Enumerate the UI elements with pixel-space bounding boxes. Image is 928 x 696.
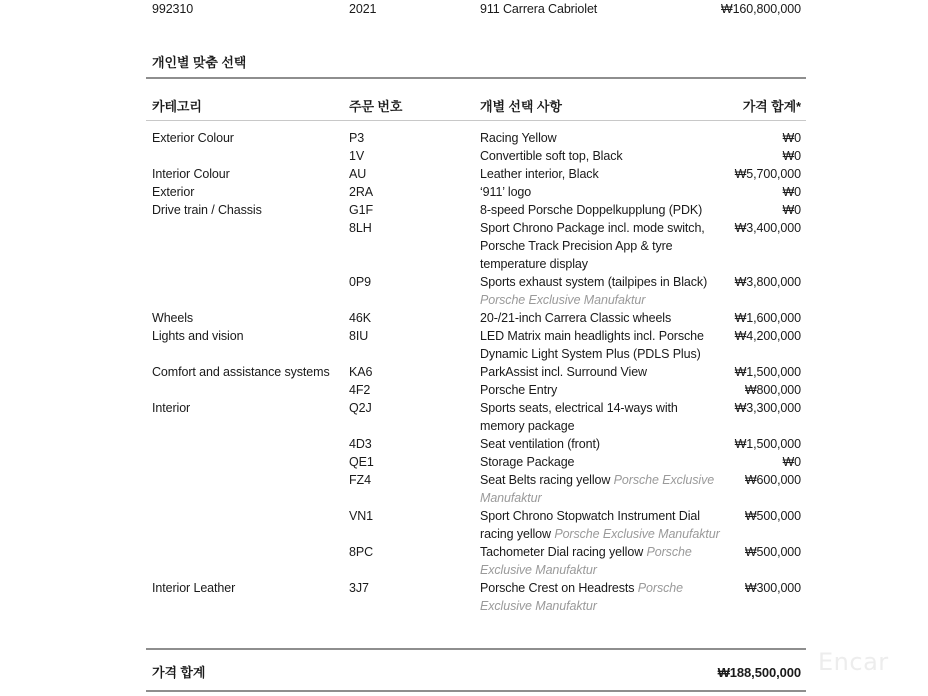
row-price: ₩0 [782, 131, 801, 145]
row-category: Wheels [152, 311, 194, 325]
row-option-note: Manufaktur [480, 491, 542, 505]
header-total-price: 가격 합계* [742, 99, 801, 114]
row-price: ₩1,600,000 [734, 311, 801, 325]
row-option-text: Seat Belts racing yellow Porsche Exclusive [480, 473, 715, 487]
row-option-text: memory package [480, 419, 575, 433]
row-order-code: 3J7 [349, 581, 369, 595]
row-order-code: VN1 [349, 509, 374, 523]
row-option-text: Racing Yellow [480, 131, 557, 145]
row-order-code: 4F2 [349, 383, 371, 397]
row-option-note: Porsche [643, 545, 692, 559]
row-price: ₩5,700,000 [734, 167, 801, 181]
row-option-text: LED Matrix main headlights incl. Porsche [480, 329, 704, 343]
row-price: ₩300,000 [744, 581, 801, 595]
row-price: ₩600,000 [744, 473, 801, 487]
row-option-text: Convertible soft top, Black [480, 149, 623, 163]
row-option-text: 8-speed Porsche Doppelkupplung (PDK) [480, 203, 703, 217]
header-divider [146, 120, 806, 121]
row-order-code: 8LH [349, 221, 372, 235]
row-category: Interior Colour [152, 167, 230, 181]
row-price: ₩1,500,000 [734, 437, 801, 451]
row-category: Lights and vision [152, 329, 244, 343]
row-order-code: 46K [349, 311, 371, 325]
total-divider-top [146, 648, 806, 650]
row-option-note: Porsche [634, 581, 683, 595]
model-price: ₩160,800,000 [720, 2, 801, 16]
row-option-text: Sports seats, electrical 14-ways with [480, 401, 678, 415]
row-order-code: 2RA [349, 185, 374, 199]
row-option-note: Exclusive Manufaktur [480, 563, 597, 577]
row-order-code: 8IU [349, 329, 369, 343]
row-option-text: Leather interior, Black [480, 167, 599, 181]
row-option-text: racing yellow Porsche Exclusive Manufaktur [480, 527, 720, 541]
row-category: Drive train / Chassis [152, 203, 262, 217]
row-order-code: 1V [349, 149, 365, 163]
row-price: ₩3,800,000 [734, 275, 801, 289]
section-title: 개인별 맞춤 선택 [152, 55, 247, 70]
row-price: ₩800,000 [744, 383, 801, 397]
row-option-text: Sport Chrono Stopwatch Instrument Dial [480, 509, 700, 523]
row-option-text: temperature display [480, 257, 588, 271]
row-price: ₩3,300,000 [734, 401, 801, 415]
row-price: ₩0 [782, 455, 801, 469]
row-order-code: FZ4 [349, 473, 371, 487]
row-order-code: KA6 [349, 365, 373, 379]
total-label: 가격 합계 [152, 665, 206, 680]
row-price: ₩500,000 [744, 545, 801, 559]
row-category: Interior [152, 401, 191, 415]
section-divider [146, 77, 806, 79]
row-option-text: Porsche Crest on Headrests Porsche [480, 581, 683, 595]
row-option-text: Porsche Track Precision App & tyre [480, 239, 673, 253]
row-price: ₩500,000 [744, 509, 801, 523]
row-option-text: 20-/21-inch Carrera Classic wheels [480, 311, 672, 325]
row-category: Exterior Colour [152, 131, 234, 145]
row-option-note: Exclusive Manufaktur [480, 599, 597, 613]
row-price: ₩0 [782, 185, 801, 199]
row-price: ₩0 [782, 149, 801, 163]
row-category: Interior Leather [152, 581, 236, 595]
row-category: Comfort and assistance systems [152, 365, 330, 379]
watermark-logo: Encar [818, 648, 889, 676]
row-option-text: Sport Chrono Package incl. mode switch, [480, 221, 705, 235]
row-option-text: Seat ventilation (front) [480, 437, 600, 451]
row-category: Exterior [152, 185, 195, 199]
row-option-note: Porsche Exclusive [610, 473, 715, 487]
row-option-text: Sports exhaust system (tailpipes in Black) [480, 275, 708, 289]
row-order-code: 0P9 [349, 275, 371, 289]
row-option-text: Tachometer Dial racing yellow Porsche [480, 545, 692, 559]
total-divider-bottom [146, 690, 806, 692]
row-option-note: Porsche Exclusive Manufaktur [480, 293, 646, 307]
row-price: ₩1,500,000 [734, 365, 801, 379]
row-option-text: ‘911’ logo [480, 185, 532, 199]
model-code: 992310 [152, 2, 194, 16]
row-order-code: 8PC [349, 545, 374, 559]
row-order-code: 4D3 [349, 437, 372, 451]
model-year: 2021 [349, 2, 377, 16]
header-option: 개별 선택 사항 [480, 99, 562, 114]
row-order-code: G1F [349, 203, 374, 217]
row-order-code: AU [349, 167, 367, 181]
row-price: ₩3,400,000 [734, 221, 801, 235]
row-option-text: Storage Package [480, 455, 575, 469]
row-order-code: Q2J [349, 401, 372, 415]
header-order-no: 주문 번호 [349, 99, 403, 114]
row-option-text: ParkAssist incl. Surround View [480, 365, 647, 379]
row-price: ₩4,200,000 [734, 329, 801, 343]
row-order-code: P3 [349, 131, 365, 145]
row-option-note: Porsche Exclusive Manufaktur [550, 527, 720, 541]
row-option-text: Dynamic Light System Plus (PDLS Plus) [480, 347, 701, 361]
model-name: 911 Carrera Cabriolet [480, 2, 598, 16]
row-order-code: QE1 [349, 455, 374, 469]
total-value: ₩188,500,000 [717, 665, 801, 680]
header-category: 카테고리 [152, 99, 202, 114]
row-option-text: Porsche Entry [480, 383, 558, 397]
row-price: ₩0 [782, 203, 801, 217]
